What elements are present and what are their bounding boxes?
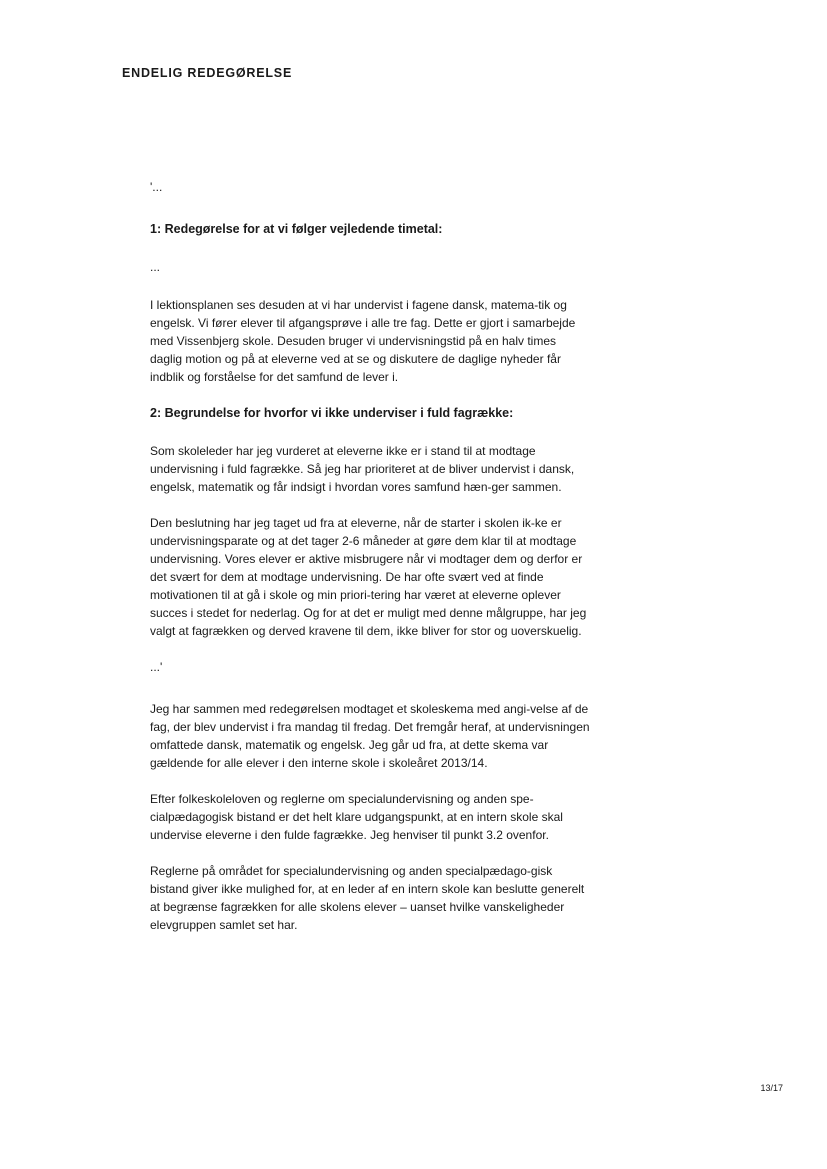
section-2-paragraph-1: Som skoleleder har jeg vurderet at eleverne ikke er i stand til at modtage undervisning i fuld fagrække. Så jeg har prioriteret at de bliver undervist i dansk, engelsk, matematik og får indsigt i hvordan vores samfund hæn-ger sammen. [150, 444, 575, 494]
document-body [150, 178, 590, 952]
section-1-paragraph: I lektionsplanen ses desuden at vi har undervist i fagene dansk, matema-tik og engelsk. Vi fører elever til afgangsprøve i alle tre fag. Dette er gjort i samarbejde med Vissenbjerg skole. Desuden bruger vi undervisningstid på en halv times daglig motion og på at eleverne ved at se og diskutere de daglige nyheder får indblik og forståelse for det samfund de lever i. [150, 298, 576, 384]
quote-close-mark: ...' [150, 660, 163, 674]
page-number: 13/17 [760, 1083, 783, 1093]
quote-open-mark: '... [150, 180, 163, 194]
paragraph-schedule: Jeg har sammen med redegørelsen modtaget et skoleskema med angi-velse af de fag, der blev undervist i fra mandag til fredag. Det fremgår heraf, at undervisningen omfattede dansk, matematik og engelsk. Jeg går ud fra, at dette skema var gældende for alle elever i den interne skole i skoleåret 2013/14. [150, 702, 590, 770]
section-1-heading: 1: Redegørelse for at vi følger vejledende timetal: [150, 222, 443, 236]
document-header-title: ENDELIG REDEGØRELSE [122, 66, 293, 80]
section-2-heading: 2: Begrundelse for hvorfor vi ikke underviser i fuld fagrække: [150, 406, 514, 420]
paragraph-rules: Reglerne på området for specialundervisning og anden specialpædago-gisk bistand giver ikke mulighed for, at en leder af en intern skole kan beslutte generelt at begrænse fagrækken for alle skolens elever – uanset hvilke vanskeligheder elevgruppen samlet set har. [150, 864, 585, 932]
section-1-ellipsis: ... [150, 260, 161, 274]
paragraph-law: Efter folkeskoleloven og reglerne om specialundervisning og anden spe-cialpædagogisk bistand er det helt klare udgangspunkt, at en intern skole skal undervise eleverne i den fulde fagrække. Jeg henviser til punkt 3.2 ovenfor. [150, 792, 563, 842]
section-2-paragraph-2: Den beslutning har jeg taget ud fra at eleverne, når de starter i skolen ik-ke er undervisningsparate og at det tager 2-6 måneder at gøre dem klar til at modtage undervisning. Vores elever er aktive misbrugere når vi modtager dem og derfor er det svært for dem at modtage undervisning. De har ofte svært ved at finde motivationen til at gå i skole og min priori-tering har været at eleverne oplever succes i stedet for nederlag. Og for at det er muligt med denne målgruppe, har jeg valgt at fagrækken og derved kravene til dem, ikke bliver for stor og uoverskuelig. [150, 516, 587, 638]
